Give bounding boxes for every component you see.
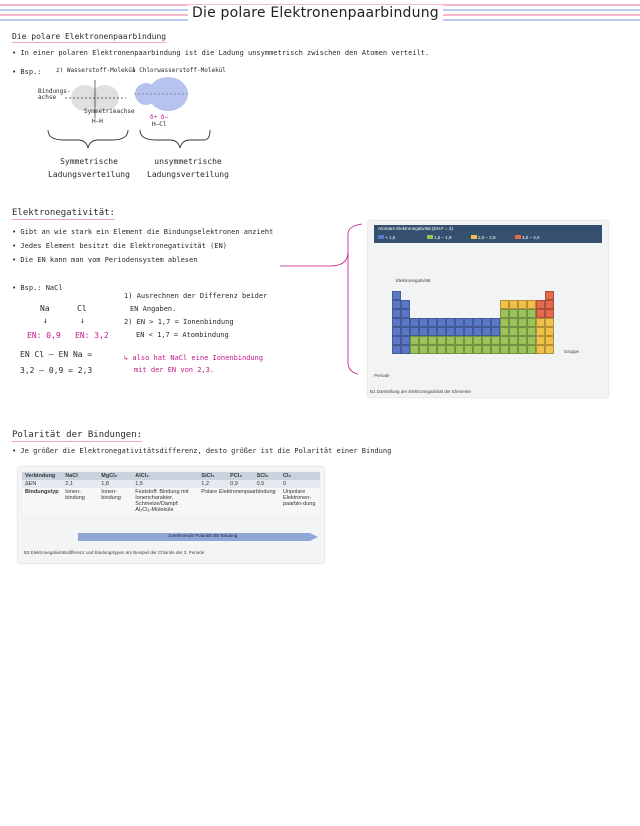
step-2: 2) EN > 1,7 = Ionenbindung	[124, 318, 234, 326]
th-cl2: Cl₂	[280, 472, 320, 480]
pt-element-cell	[428, 345, 437, 354]
td-en-sicl4: 1,2	[198, 480, 227, 488]
pt-element-cell	[401, 318, 410, 327]
h-h-label: H–H	[92, 118, 103, 125]
pt-element-cell	[545, 309, 554, 318]
h-cl-label: H–Cl	[152, 121, 167, 128]
pt-element-cell	[536, 327, 545, 336]
pt-element-cell	[437, 318, 446, 327]
pt-element-cell	[518, 336, 527, 345]
pt-element-cell	[518, 300, 527, 309]
pt-element-cell	[509, 309, 518, 318]
th-pcl3: PCl₃	[227, 472, 253, 480]
pt-element-cell	[491, 336, 500, 345]
pt-element-cell	[500, 309, 509, 318]
pt-element-cell	[437, 345, 446, 354]
legend-1: < 1,5	[385, 235, 396, 240]
en-na: EN: 0,9	[27, 331, 61, 340]
pt-element-cell	[392, 291, 401, 300]
conclusion-2: mit der EN von 2,3.	[134, 366, 215, 374]
caption-asymmetric: unsymmetrische Ladungsverteilung	[147, 157, 229, 179]
pt-element-cell	[518, 327, 527, 336]
pt-element-cell	[500, 336, 509, 345]
legend-2: 1,5 – 1,9	[433, 235, 452, 240]
pt-element-cell	[410, 318, 419, 327]
pt-element-cell	[464, 345, 473, 354]
section2-heading: Elektronegativität:	[12, 208, 115, 218]
pt-element-cell	[500, 300, 509, 309]
pt-element-cell	[410, 327, 419, 336]
pt-element-cell	[392, 336, 401, 345]
hcl-molecule-diagram	[132, 76, 192, 116]
td-en-mgcl2: 1,8	[98, 480, 132, 488]
pt-gruppe: Gruppe	[564, 349, 580, 354]
pt-element-cell	[536, 318, 545, 327]
pt-element-cell	[500, 345, 509, 354]
bullet-3: • Die EN kann man vom Periodensystem ablesen	[12, 256, 198, 264]
table-caption: B3 Elektronegativitätsdifferenz und Bindungstypen am Beispiel der Chloride der 3. Periode	[24, 550, 205, 555]
pt-element-cell	[545, 318, 554, 327]
section1-heading: Die polare Elektronenpaarbindung	[12, 32, 167, 41]
td-en-pcl3: 0,9	[227, 480, 253, 488]
pt-element-cell	[410, 336, 419, 345]
label-h2-molecule: z) Wasserstoff-Molekül	[56, 67, 136, 74]
bullet-1: • Gibt an wie stark ein Element die Bindungselektronen anzieht	[12, 228, 274, 236]
pt-element-cell	[518, 345, 527, 354]
pt-element-cell	[437, 336, 446, 345]
pt-axis-label: Elektronegativität	[396, 278, 431, 283]
pt-element-cell	[536, 345, 545, 354]
pt-element-cell	[509, 345, 518, 354]
arrow-cl: ↓	[80, 316, 85, 325]
pt-element-cell	[446, 345, 455, 354]
braces	[44, 128, 214, 150]
pt-element-cell	[401, 309, 410, 318]
td-en-cl2: 0	[280, 480, 320, 488]
section1-bsp: • Bsp.:	[12, 68, 42, 76]
pt-element-cell	[473, 345, 482, 354]
calc-line2: 3,2 – 0,9 = 2,3	[20, 366, 93, 375]
steps	[124, 290, 267, 342]
pt-element-cell	[455, 327, 464, 336]
page-title: Die polare Elektronenpaarbindung	[188, 5, 443, 21]
na-symbol: Na	[40, 304, 50, 313]
pt-element-cell	[392, 327, 401, 336]
pt-element-cell	[446, 336, 455, 345]
pt-element-cell	[401, 327, 410, 336]
pt-element-cell	[455, 318, 464, 327]
pt-element-cell	[509, 300, 518, 309]
pt-periode: Periode	[374, 373, 390, 378]
pt-element-cell	[527, 345, 536, 354]
pt-element-cell	[509, 318, 518, 327]
hcl-charges: δ+ δ–	[150, 114, 169, 121]
en-table	[22, 472, 320, 514]
pt-element-cell	[527, 327, 536, 336]
pt-element-cell	[419, 336, 428, 345]
pt-element-cell	[482, 345, 491, 354]
bindungsachse-label: Bindungs-achse	[38, 88, 71, 101]
pt-element-cell	[428, 318, 437, 327]
pt-element-cell	[500, 327, 509, 336]
caption-symmetric: Symmetrische Ladungsverteilung	[48, 157, 130, 179]
pt-caption: B1 Darstellung der Elektronegativität der Elemente	[370, 389, 472, 394]
table-photo	[18, 467, 324, 563]
td-en-alcl3: 1,5	[132, 480, 198, 488]
pt-element-cell	[536, 309, 545, 318]
pt-element-cell	[464, 336, 473, 345]
pt-element-cell	[428, 327, 437, 336]
pt-grid	[368, 221, 608, 397]
th-verbindung: Verbindung	[22, 472, 62, 480]
th-scl2: SCl₂	[254, 472, 280, 480]
table-type-row	[22, 488, 320, 514]
th-alcl3: AlCl₃	[132, 472, 198, 480]
pt-element-cell	[491, 345, 500, 354]
section3-heading: Polarität der Bindungen:	[12, 430, 143, 440]
pt-element-cell	[446, 318, 455, 327]
pt-element-cell	[473, 336, 482, 345]
symmetrieachse-label: Symmetrieachse	[84, 108, 135, 115]
calc-line1: EN Cl – EN Na =	[20, 350, 93, 359]
connector-brace	[270, 222, 370, 382]
pt-element-cell	[419, 345, 428, 354]
pt-element-cell	[464, 318, 473, 327]
pt-element-cell	[536, 300, 545, 309]
pt-element-cell	[491, 327, 500, 336]
pt-element-cell	[509, 327, 518, 336]
pt-element-cell	[545, 345, 554, 354]
pt-element-cell	[527, 300, 536, 309]
td-en-scl2: 0,5	[254, 480, 280, 488]
pt-element-cell	[473, 318, 482, 327]
section3-line1: • Je größer die Elektronegativitätsdifferenz, desto größer ist die Polarität einer Bindung	[12, 447, 392, 455]
conclusion	[124, 352, 263, 376]
td-type-unpolar: Unpolare Elektronen-paarbin-dung	[280, 488, 320, 514]
pt-element-cell	[527, 336, 536, 345]
th-sicl4: SiCl₄	[198, 472, 227, 480]
pt-element-cell	[545, 336, 554, 345]
pt-element-cell	[437, 327, 446, 336]
pt-element-cell	[473, 327, 482, 336]
pt-element-cell	[392, 300, 401, 309]
table-header-row	[22, 472, 320, 480]
pt-element-cell	[392, 345, 401, 354]
pt-element-cell	[545, 291, 554, 300]
pt-element-cell	[392, 309, 401, 318]
legend-3: 2,0 – 2,9	[477, 235, 496, 240]
pt-element-cell	[401, 336, 410, 345]
pt-element-cell	[401, 300, 410, 309]
pt-element-cell	[401, 345, 410, 354]
pt-element-cell	[545, 300, 554, 309]
pt-element-cell	[518, 318, 527, 327]
td-type-label: Bindungstyp	[22, 488, 62, 514]
pt-element-cell	[482, 327, 491, 336]
pt-element-cell	[491, 318, 500, 327]
pt-header: Atomare Elektronegativität (EN.F = 4)	[378, 226, 453, 231]
pt-element-cell	[482, 318, 491, 327]
pt-element-cell	[509, 336, 518, 345]
cl-symbol: Cl	[77, 304, 87, 313]
pt-element-cell	[419, 318, 428, 327]
td-en-nacl: 2,1	[62, 480, 98, 488]
pt-element-cell	[410, 345, 419, 354]
arrow-na: ↓	[43, 316, 48, 325]
legend-4: 3,0 – 4,0	[522, 235, 540, 240]
conclusion-1: ↳ also hat NaCl eine Ionenbindung	[124, 354, 264, 362]
pt-element-cell	[545, 327, 554, 336]
th-mgcl2: MgCl₂	[98, 472, 132, 480]
pt-element-cell	[536, 336, 545, 345]
pt-element-cell	[500, 318, 509, 327]
step-2b: EN < 1,7 = Atombindung	[136, 331, 229, 339]
th-nacl: NaCl	[62, 472, 98, 480]
td-en-label: ΔEN	[22, 480, 62, 488]
pt-element-cell	[518, 309, 527, 318]
pt-element-cell	[455, 345, 464, 354]
pt-element-cell	[464, 327, 473, 336]
pt-element-cell	[446, 327, 455, 336]
label-hcl-molecule: a Chlorwasserstoff-Molekül	[132, 67, 226, 74]
periodic-table-photo	[368, 221, 608, 397]
en-cl: EN: 3,2	[75, 331, 109, 340]
step-1b: EN Angaben.	[130, 305, 177, 313]
td-type-mgcl2: Ionen-bindung	[98, 488, 132, 514]
pt-element-cell	[482, 336, 491, 345]
td-type-polar: Polare Elektronenpaarbindung	[198, 488, 280, 514]
pt-element-cell	[428, 336, 437, 345]
pt-element-cell	[527, 309, 536, 318]
table-en-row	[22, 480, 320, 488]
step-1: 1) Ausrechnen der Differenz beider	[124, 292, 268, 300]
pt-element-cell	[419, 327, 428, 336]
polarity-arrow-label: zunehmende Polarität der Bindung	[168, 533, 238, 538]
pt-element-cell	[392, 318, 401, 327]
pt-element-cell	[455, 336, 464, 345]
example-nacl: • Bsp.: NaCl	[12, 284, 63, 292]
td-type-alcl3: Feststoff: Bindung mit Ionencharakter, Schmelze/Dampf: Al₂Cl₆-Moleküle	[132, 488, 198, 514]
section1-line1: • In einer polaren Elektronenpaarbindung ist die Ladung unsymmetrisch zwischen den Atomen verteilt.	[12, 49, 430, 57]
td-type-nacl: Ionen-bindung	[62, 488, 98, 514]
pt-element-cell	[527, 318, 536, 327]
bullet-2: • Jedes Element besitzt die Elektronegativität (EN)	[12, 242, 227, 250]
